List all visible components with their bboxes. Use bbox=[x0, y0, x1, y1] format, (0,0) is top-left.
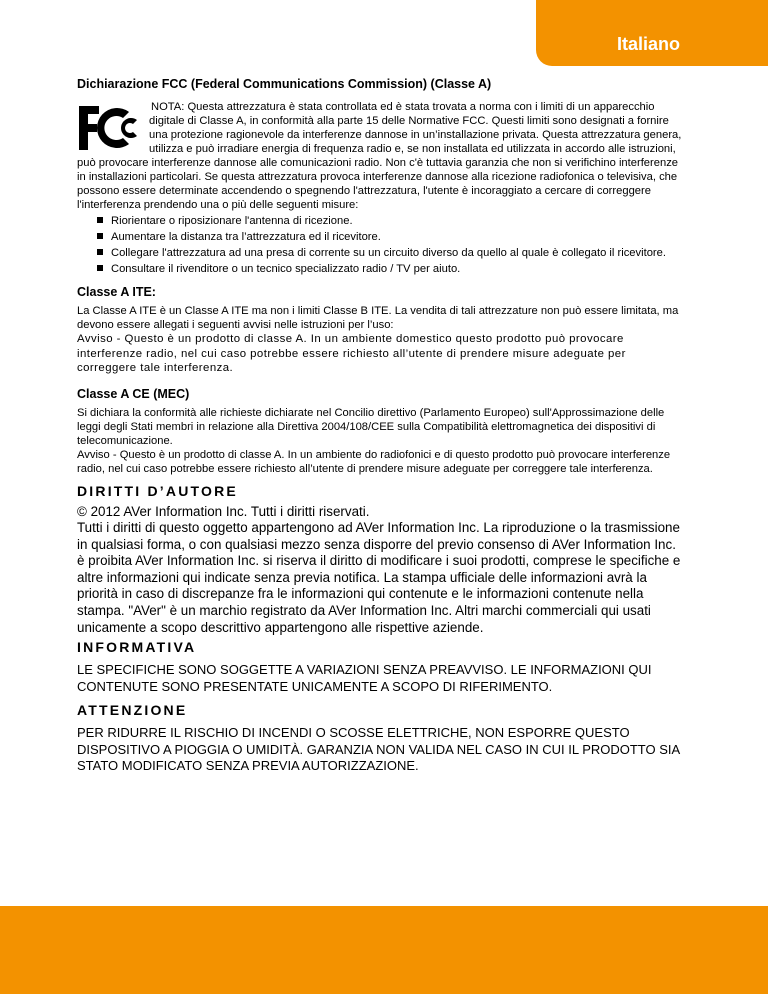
informativa-title: INFORMATIVA bbox=[77, 639, 197, 656]
copyright-paragraph: Tutti i diritti di questo oggetto appartengono ad AVer Information Inc. La riproduzione o la trasmissione in qualsiasi forma, o con qualsiasi mezzo senza disporre del previo consenso di AVer Information Inc. è proibita AVer Information Inc. si riserva il diritto di modificare i suoi prodotti, comprese le specifiche e altre informazioni qui indicate senza previa notifica. La stampa ufficiale delle informazioni avrà la priorità in caso di discrepanze fra le informazioni qui contenute e le informazioni contenute nella stampa. "AVer" è un marchio registrato da AVer Information Inc. Altri marchi commerciali qui usati unicamente a scopo descrittivo appartengono alle rispettive aziende. bbox=[77, 520, 681, 635]
fcc-paragraph: NOTA: Questa attrezzatura è stata controllata ed è stata trovata a norma con i limiti di un apparecchio digitale di Classe A, in conformità alla parte 15 delle Normative FCC. Questi limiti sono designati a fornire una protezione ragionevole da interferenze dannose in un’installazione privata. Questa attrezzatura genera, utilizza e può irradiare energia di frequenza radio e, se non installata ed utilizzata in accordo alle istruzioni, può provocare interferenze dannose alle comunicazioni radio. Non c'è tuttavia garanzia che non si verifichino interferenze in installazioni particolari. Se questa attrezzatura provoca interferenze dannose alla ricezione radiofonica o televisiva, che possono essere determinate accendendo o spegnendo l'attrezzatura, l'utente è incoraggiato a cercare di correggere l'interferenza prendendo una o più delle seguenti misure: bbox=[77, 101, 682, 211]
class-a-ite-section bbox=[77, 284, 687, 376]
fcc-section bbox=[77, 76, 687, 276]
class-a-ite-paragraph: La Classe A ITE è un Classe A ITE ma non i limiti Classe B ITE. La vendita di tali attrezzature non può essere limitata, ma devono essere allegati i seguenti avvisi nelle istruzioni per l’uso: bbox=[77, 305, 679, 331]
list-item: Aumentare la distanza tra l’attrezzatura ed il ricevitore. bbox=[97, 230, 687, 244]
copyright-title: DIRITTI D’AUTORE bbox=[77, 482, 238, 499]
list-item: Collegare l'attrezzatura ad una presa di corrente su un circuito diverso da quello al quale è collegato il ricevitore. bbox=[97, 246, 687, 260]
fcc-title: Dichiarazione FCC (Federal Communications Commission) (Classe A) bbox=[77, 77, 492, 91]
informativa-section bbox=[77, 638, 687, 695]
attenzione-section bbox=[77, 701, 687, 775]
fcc-measures-list bbox=[77, 214, 687, 276]
attenzione-title: ATTENZIONE bbox=[77, 702, 188, 719]
language-tab bbox=[536, 0, 768, 66]
class-a-ce-section bbox=[77, 386, 687, 476]
fcc-logo-icon bbox=[77, 102, 141, 154]
informativa-paragraph: LE SPECIFICHE SONO SOGGETTE A VARIAZIONI SENZA PREAVVISO. LE INFORMAZIONI QUI CONTENUTE SONO PRESENTATE UNICAMENTE A SCOPO DI RIFERIMENTO. bbox=[77, 662, 652, 694]
copyright-line: © 2012 AVer Information Inc. Tutti i diritti riservati. bbox=[77, 503, 370, 519]
attenzione-paragraph: PER RIDURRE IL RISCHIO DI INCENDI O SCOSSE ELETTRICHE, NON ESPORRE QUESTO DISPOSITIVO A PIOGGIA O UMIDITÀ. GARANZIA NON VALIDA NEL CASO IN CUI IL PRODOTTO SIA STATO MODIFICATO SENZA PREVIA AUTORIZZAZIONE. bbox=[77, 725, 680, 774]
list-item: Riorientare o riposizionare l'antenna di ricezione. bbox=[97, 214, 687, 228]
class-a-ce-warning: Avviso - Questo è un prodotto di classe A. In un ambiente do radiofonici e di questo prodotto può provocare interferenze radio, nel cui caso potrebbe essere richiesto all’utente di prendere misure adeguate per correggere tale interferenza. bbox=[77, 448, 671, 475]
list-item: Consultare il rivenditore o un tecnico specializzato radio / TV per aiuto. bbox=[97, 262, 687, 276]
class-a-ce-paragraph: Si dichiara la conformità alle richieste dichiarate nel Concilio direttivo (Parlamento Europeo) sull'Approssimazione delle leggi degli Stati membri in relazione alla Direttiva 2004/108/CEE sulla Compatibilità elettromagnetica dei dispositivi di telecomunicazione. bbox=[77, 406, 665, 447]
class-a-ce-title: Classe A CE (MEC) bbox=[77, 386, 190, 401]
document-body bbox=[77, 76, 687, 775]
footer-bar bbox=[0, 906, 768, 994]
class-a-ite-title: Classe A ITE: bbox=[77, 285, 156, 299]
class-a-ite-warning: Avviso - Questo è un prodotto di classe A. In un ambiente domestico questo prodotto può provocare interferenze radio, nel cui caso potrebbe essere richiesto all’utente di prendere misure adeguate per correggere tale interferenza. bbox=[77, 333, 626, 374]
language-label: Italiano bbox=[616, 34, 680, 54]
copyright-section bbox=[77, 482, 687, 637]
fcc-block bbox=[77, 100, 687, 212]
